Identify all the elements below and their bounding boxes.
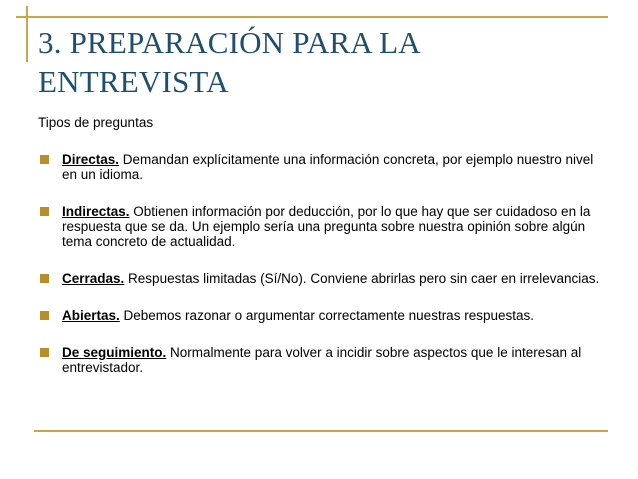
question-types-list	[38, 152, 608, 375]
square-bullet-icon	[40, 311, 49, 320]
item-text: Normalmente para volver a incidir sobre aspectos que le interesan al entrevistador.	[62, 345, 582, 375]
item-term: Directas.	[62, 152, 120, 167]
list-item-directas	[38, 152, 608, 182]
item-text: Respuestas limitadas (Sí/No). Conviene abrirlas pero sin caer en irrelevancias.	[124, 271, 600, 286]
list-item-de-seguimiento	[38, 345, 608, 375]
item-term: De seguimiento.	[62, 345, 167, 360]
item-term: Cerradas.	[62, 271, 125, 286]
bottom-rule	[34, 430, 608, 432]
item-text: Demandan explícitamente una información concreta, por ejemplo nuestro nivel en un idioma.	[62, 152, 594, 182]
item-text: Obtienen información por deducción, por lo que hay que ser cuidadoso en la respuesta que se da. Un ejemplo sería una pregunta sobre nuestra opinión sobre algún tema concreto de actualidad.	[62, 204, 591, 249]
list-item-cerradas	[38, 271, 608, 286]
square-bullet-icon	[40, 348, 49, 357]
slide-subtitle: Tipos de preguntas	[38, 115, 154, 130]
square-bullet-icon	[40, 207, 49, 216]
list-item-indirectas	[38, 204, 608, 249]
square-bullet-icon	[40, 155, 49, 164]
slide-title: 3. PREPARACIÓN PARA LA ENTREVISTA	[38, 25, 420, 99]
square-bullet-icon	[40, 274, 49, 283]
list-item-abiertas	[38, 308, 608, 323]
item-term: Indirectas.	[62, 204, 130, 219]
top-rule	[16, 16, 608, 18]
item-text: Debemos razonar o argumentar correctamente nuestras respuestas.	[119, 308, 534, 323]
item-term: Abiertas.	[62, 308, 120, 323]
title-frame-line	[26, 6, 28, 62]
